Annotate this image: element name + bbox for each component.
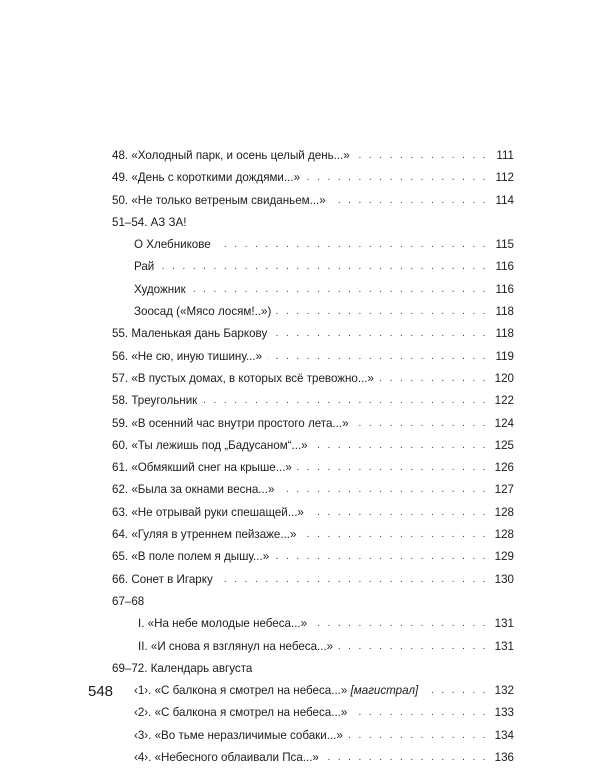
dot-leader (202, 390, 488, 412)
toc-entry-title: 60. «Ты лежишь под „Бадусаном“...» (112, 438, 308, 452)
dot-leader (423, 680, 488, 702)
toc-entry-title: Зоосад («Мясо лосям!..») (134, 305, 272, 319)
toc-entry-title: Художник (134, 282, 186, 296)
toc-entry (112, 279, 514, 301)
dot-leader (354, 413, 488, 435)
dot-leader (305, 167, 488, 189)
dot-leader (267, 346, 488, 368)
toc-entry-title: 58. Треугольник (112, 394, 198, 408)
toc-page-number: 124 (494, 416, 514, 430)
table-of-contents (112, 145, 514, 769)
dot-leader (309, 502, 488, 524)
toc-entry-title: 49. «День с короткими дождями...» (112, 171, 301, 185)
toc-entry-title: Рай (134, 260, 155, 274)
toc-entry (112, 234, 514, 256)
toc-section-heading (112, 212, 514, 234)
toc-page-number: 112 (495, 171, 514, 185)
toc-entry-title: 61. «Обмякший снег на крыше...» (112, 461, 292, 475)
toc-entry-title (134, 680, 418, 702)
dot-leader (312, 613, 488, 635)
page-number-folio: 548 (88, 683, 114, 700)
toc-entry (112, 524, 514, 546)
toc-entry-title: 64. «Гуляя в утреннем пейзаже...» (112, 528, 297, 542)
toc-entry (112, 435, 514, 457)
toc-page-number: 116 (495, 282, 514, 296)
toc-entry (112, 479, 514, 501)
toc-entry-title: 56. «Не сю, иную тишину...» (112, 349, 263, 363)
toc-entry (112, 167, 514, 189)
toc-entry (112, 702, 514, 724)
toc-entry-title: 62. «Была за окнами весна...» (112, 483, 275, 497)
toc-entry (112, 613, 514, 635)
toc-page-number: 127 (494, 483, 514, 497)
toc-page-number: 126 (494, 461, 514, 475)
toc-page-number: 119 (495, 349, 514, 363)
toc-entry-title: 55. Маленькая дань Баркову (112, 327, 268, 341)
toc-entry-title: II. «И снова я взглянул на небеса...» (138, 639, 334, 653)
dot-leader (348, 725, 488, 747)
toc-entry-title: 51–54. АЗ ЗА! (112, 215, 187, 229)
toc-entry-title: ‹3›. «Во тьме неразличимые собаки...» (134, 728, 343, 742)
toc-entry (112, 569, 514, 591)
dot-leader (159, 256, 488, 278)
toc-entry (112, 145, 514, 167)
toc-entry-title: I. «На небе молодые небеса...» (138, 617, 308, 631)
dot-leader (324, 747, 488, 769)
toc-entry (112, 546, 514, 568)
dot-leader (352, 702, 488, 724)
toc-page-number: 118 (495, 327, 514, 341)
dot-leader (301, 524, 488, 546)
toc-entry (112, 413, 514, 435)
toc-entry (112, 368, 514, 390)
dot-leader (279, 479, 488, 501)
toc-page-number: 128 (494, 528, 514, 542)
dot-leader (274, 546, 488, 568)
dot-leader (272, 323, 488, 345)
toc-entry (112, 346, 514, 368)
toc-entry (112, 725, 514, 747)
dot-leader (191, 279, 488, 301)
toc-entry (112, 390, 514, 412)
toc-entry-title: ‹2›. «С балкона я смотрел на небеса...» (134, 706, 348, 720)
toc-entry (112, 680, 514, 702)
toc-page-number: 118 (495, 305, 514, 319)
toc-entry-note: [магистрал] (350, 684, 419, 698)
toc-page-number: 120 (494, 371, 514, 385)
toc-entry-title: 67–68 (112, 594, 145, 608)
toc-page-number: 132 (494, 684, 514, 698)
toc-entry-title: 59. «В осенний час внутри простого лета...» (112, 416, 349, 430)
toc-page-number: 130 (494, 572, 514, 586)
toc-entry (112, 502, 514, 524)
toc-entry (112, 636, 514, 658)
dot-leader (297, 457, 488, 479)
toc-page-number: 116 (495, 260, 514, 274)
toc-entry (112, 256, 514, 278)
toc-page-number: 129 (494, 550, 514, 564)
dot-leader (355, 145, 488, 167)
dot-leader (338, 636, 488, 658)
dot-leader (218, 569, 488, 591)
toc-entry-title: 69–72. Календарь августа (112, 661, 253, 675)
toc-entry-title: 63. «Не отрывай руки спешащей...» (112, 505, 304, 519)
dot-leader (313, 435, 488, 457)
toc-entry-title-text: ‹1›. «С балкона я смотрел на небеса...» (134, 684, 348, 698)
toc-entry (112, 190, 514, 212)
dot-leader (331, 190, 488, 212)
toc-section-heading (112, 591, 514, 613)
toc-entry (112, 301, 514, 323)
toc-entry (112, 323, 514, 345)
toc-page-number: 114 (495, 193, 514, 207)
toc-entry-title: 66. Сонет в Игарку (112, 572, 213, 586)
dot-leader (276, 301, 488, 323)
toc-page-number: 111 (496, 149, 514, 162)
toc-entry-title: 57. «В пустых домах, в которых всё тревожно...» (112, 371, 374, 385)
toc-entry-title: 50. «Не только ветреным свиданьем...» (112, 193, 326, 207)
toc-entry-title: 65. «В поле полем я дышу...» (112, 550, 270, 564)
toc-page-number: 131 (494, 639, 514, 653)
toc-entry-title: О Хлебникове (134, 238, 211, 252)
toc-page-number: 136 (494, 751, 514, 765)
toc-page-number: 134 (494, 728, 514, 742)
toc-page-number: 115 (495, 238, 514, 252)
toc-entry-title: 48. «Холодный парк, и осень целый день...» (112, 149, 350, 162)
dot-leader (216, 234, 488, 256)
toc-page-number: 131 (494, 617, 514, 631)
toc-page-number: 122 (494, 394, 514, 408)
dot-leader (379, 368, 488, 390)
toc-page-number: 125 (494, 438, 514, 452)
toc-entry (112, 457, 514, 479)
toc-page-number: 128 (494, 505, 514, 519)
toc-page-number: 133 (494, 706, 514, 720)
toc-section-heading (112, 658, 514, 680)
toc-entry (112, 747, 514, 769)
toc-entry-title: ‹4›. «Небесного облаивали Пса...» (134, 751, 319, 765)
